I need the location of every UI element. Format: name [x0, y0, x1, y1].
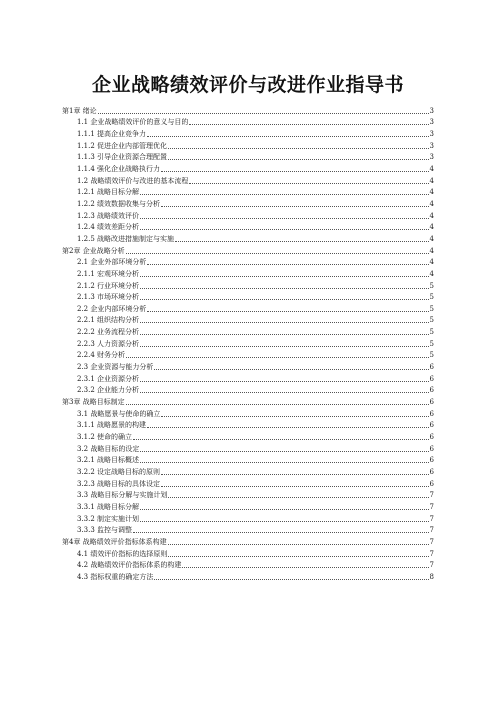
toc-entry[interactable]	[62, 244, 434, 256]
toc-dot-leader	[175, 241, 428, 242]
toc-entry-label: 2.2.2 业务流程分析	[77, 328, 140, 337]
toc-dot-leader	[161, 171, 428, 172]
toc-entry-label: 3.3.3 监控与调整	[77, 526, 133, 535]
toc-entry-label: 2.2 企业内部环境分析	[77, 304, 147, 313]
toc-dot-leader	[140, 299, 428, 300]
toc-entry-label: 2.3.1 企业资源分析	[77, 374, 140, 383]
toc-dot-leader	[140, 334, 428, 335]
toc-dot-leader	[126, 253, 429, 254]
toc-dot-leader	[126, 357, 428, 358]
toc-entry-page-number: 6	[429, 421, 434, 430]
toc-entry-label: 3.3 战略目标分解与实施计划	[77, 491, 168, 500]
toc-entry-label: 2.3.2 企业能力分析	[77, 386, 140, 395]
toc-entry-label: 2.3 企业资源与能力分析	[77, 363, 154, 372]
toc-entry[interactable]	[62, 559, 434, 571]
toc-entry-page-number: 7	[429, 491, 434, 500]
toc-entry-page-number: 3	[429, 153, 434, 162]
toc-entry-page-number: 6	[429, 386, 434, 395]
toc-entry-page-number: 5	[429, 339, 434, 348]
toc-entry[interactable]	[62, 279, 434, 291]
toc-dot-leader	[140, 451, 428, 452]
toc-dot-leader	[140, 509, 428, 510]
toc-entry[interactable]	[62, 162, 434, 174]
toc-entry[interactable]	[62, 349, 434, 361]
toc-entry[interactable]	[62, 209, 434, 221]
toc-entry[interactable]	[62, 302, 434, 314]
toc-entry[interactable]	[62, 512, 434, 524]
toc-dot-leader	[140, 218, 428, 219]
toc-entry-label: 4.3 指标权重的确定方法	[77, 572, 154, 581]
toc-entry[interactable]	[62, 570, 434, 582]
toc-entry-label: 4.1 绩效评价指标的选择原则	[77, 549, 168, 558]
toc-entry-page-number: 3	[429, 129, 434, 138]
toc-entry[interactable]	[62, 314, 434, 326]
toc-dot-leader	[140, 521, 428, 522]
toc-entry-label: 2.2.4 财务分析	[77, 351, 126, 360]
toc-entry-label: 2.1.2 行业环境分析	[77, 281, 140, 290]
toc-entry-page-number: 5	[429, 304, 434, 313]
toc-entry[interactable]	[62, 267, 434, 279]
toc-dot-leader	[168, 159, 428, 160]
toc-entry-label: 4.2 战略绩效评价指标体系的构建	[77, 561, 182, 570]
toc-dot-leader	[168, 544, 429, 545]
toc-entry-page-number: 7	[429, 502, 434, 511]
toc-dot-leader	[182, 567, 428, 568]
toc-dot-leader	[147, 136, 428, 137]
toc-entry[interactable]	[62, 500, 434, 512]
toc-entry-page-number: 5	[429, 316, 434, 325]
toc-entry-label: 3.1.2 使命的确立	[77, 433, 133, 442]
toc-entry[interactable]	[62, 524, 434, 536]
toc-entry[interactable]	[62, 221, 434, 233]
toc-entry-label: 1.1.3 引导企业资源合理配置	[77, 153, 168, 162]
toc-entry-label: 1.2 战略绩效评价与改进的基本流程	[77, 176, 189, 185]
toc-entry-label: 1.2.4 绩效差距分析	[77, 223, 140, 232]
toc-entry-page-number: 3	[429, 106, 434, 115]
toc-entry[interactable]	[62, 535, 434, 547]
toc-entry[interactable]	[62, 151, 434, 163]
toc-dot-leader	[189, 183, 428, 184]
toc-entry[interactable]	[62, 465, 434, 477]
toc-entry-label: 3.3.2 制定实施计划	[77, 514, 140, 523]
toc-dot-leader	[98, 113, 429, 114]
toc-entry-page-number: 6	[429, 363, 434, 372]
toc-entry-label: 3.3.1 战略目标分解	[77, 502, 140, 511]
toc-entry[interactable]	[62, 442, 434, 454]
toc-entry-label: 第3章 战略目标制定	[62, 398, 125, 407]
toc-entry-label: 3.2 战略目标的设定	[77, 444, 140, 453]
toc-entry[interactable]	[62, 384, 434, 396]
toc-dot-leader	[147, 264, 428, 265]
toc-entry[interactable]	[62, 127, 434, 139]
toc-entry-label: 2.2.3 人力资源分析	[77, 339, 140, 348]
toc-entry-label: 1.2.5 战略改进措施制定与实施	[77, 234, 175, 243]
toc-dot-leader	[161, 416, 428, 417]
toc-entry-page-number: 4	[429, 246, 434, 255]
toc-entry-page-number: 4	[429, 269, 434, 278]
table-of-contents	[62, 104, 434, 582]
toc-entry-page-number: 7	[429, 526, 434, 535]
toc-entry-label: 1.1.1 提高企业竞争力	[77, 129, 147, 138]
toc-entry-page-number: 6	[429, 456, 434, 465]
toc-entry-page-number: 4	[429, 258, 434, 267]
toc-entry-page-number: 6	[429, 433, 434, 442]
toc-entry-page-number: 6	[429, 409, 434, 418]
toc-entry-page-number: 4	[429, 176, 434, 185]
toc-dot-leader	[154, 579, 428, 580]
toc-dot-leader	[133, 532, 428, 533]
toc-entry[interactable]	[62, 454, 434, 466]
toc-entry[interactable]	[62, 407, 434, 419]
toc-entry-page-number: 5	[429, 293, 434, 302]
toc-entry-page-number: 8	[429, 572, 434, 581]
toc-entry-page-number: 4	[429, 199, 434, 208]
toc-entry[interactable]	[62, 116, 434, 128]
toc-entry[interactable]	[62, 197, 434, 209]
toc-entry-page-number: 5	[429, 351, 434, 360]
toc-dot-leader	[161, 206, 428, 207]
toc-entry-page-number: 4	[429, 188, 434, 197]
toc-dot-leader	[140, 229, 428, 230]
toc-entry[interactable]	[62, 547, 434, 559]
toc-dot-leader	[161, 486, 428, 487]
toc-dot-leader	[168, 556, 428, 557]
toc-dot-leader	[140, 276, 428, 277]
toc-entry[interactable]	[62, 477, 434, 489]
toc-entry[interactable]	[62, 232, 434, 244]
toc-entry[interactable]	[62, 256, 434, 268]
toc-entry-page-number: 7	[429, 537, 434, 546]
toc-entry[interactable]	[62, 104, 434, 116]
toc-entry-label: 1.2.3 战略绩效评价	[77, 211, 140, 220]
toc-entry-page-number: 3	[429, 141, 434, 150]
toc-entry-label: 2.2.1 组织结构分析	[77, 316, 140, 325]
toc-entry-page-number: 6	[429, 468, 434, 476]
toc-entry-label: 2.1.3 市场环境分析	[77, 293, 140, 302]
toc-entry[interactable]	[62, 395, 434, 407]
toc-dot-leader	[140, 381, 428, 382]
toc-entry[interactable]	[62, 291, 434, 303]
toc-dot-leader	[147, 311, 428, 312]
toc-dot-leader	[189, 124, 428, 125]
toc-entry-page-number: 4	[429, 223, 434, 232]
toc-dot-leader	[140, 194, 428, 195]
toc-dot-leader	[140, 346, 428, 347]
toc-entry-page-number: 4	[429, 164, 434, 173]
toc-entry-page-number: 4	[429, 234, 434, 243]
toc-entry[interactable]	[62, 139, 434, 151]
toc-dot-leader	[140, 322, 428, 323]
toc-entry-label: 3.1 战略愿景与使命的确立	[77, 409, 161, 418]
toc-entry-page-number: 6	[429, 479, 434, 488]
toc-dot-leader	[140, 392, 428, 393]
toc-entry-page-number: 7	[429, 514, 434, 523]
toc-entry[interactable]	[62, 337, 434, 349]
toc-entry-label: 1.2.2 绩效数据收集与分析	[77, 199, 161, 208]
toc-entry[interactable]	[62, 372, 434, 384]
toc-entry-label: 第2章 企业战略分析	[62, 246, 125, 255]
toc-dot-leader	[133, 439, 428, 440]
toc-dot-leader	[140, 288, 428, 289]
toc-entry-page-number: 4	[429, 211, 434, 220]
toc-dot-leader	[168, 148, 428, 149]
toc-entry-label: 2.1.1 宏观环境分析	[77, 269, 140, 278]
toc-entry[interactable]	[62, 419, 434, 431]
toc-entry-label: 3.2.3 战略目标的具体设定	[77, 479, 161, 488]
toc-entry-page-number: 7	[429, 549, 434, 558]
toc-entry[interactable]	[62, 174, 434, 186]
toc-entry-page-number: 6	[429, 398, 434, 407]
toc-dot-leader	[154, 369, 428, 370]
toc-entry-label: 第4章 战略绩效评价指标体系构建	[62, 537, 167, 546]
toc-dot-leader	[161, 474, 428, 475]
toc-entry-page-number: 3	[429, 118, 434, 127]
toc-dot-leader	[147, 427, 428, 428]
toc-entry-label: 3.1.1 战略愿景的构建	[77, 421, 147, 430]
toc-entry-page-number: 7	[429, 561, 434, 570]
toc-entry-label: 1.1.2 促进企业内部管理优化	[77, 141, 168, 150]
toc-entry[interactable]	[62, 186, 434, 198]
toc-entry-label: 第1章 绪论	[62, 106, 97, 115]
toc-entry-page-number: 5	[429, 328, 434, 337]
toc-entry-label: 2.1 企业外部环境分析	[77, 258, 147, 267]
toc-entry[interactable]	[62, 430, 434, 442]
toc-entry[interactable]	[62, 489, 434, 501]
toc-entry-page-number: 6	[429, 444, 434, 453]
toc-entry-label: 1.1 企业战略绩效评价的意义与目的	[77, 118, 189, 127]
toc-dot-leader	[168, 497, 428, 498]
toc-entry[interactable]	[62, 325, 434, 337]
toc-dot-leader	[140, 462, 428, 463]
toc-entry-label: 1.1.4 强化企业战略执行力	[77, 164, 161, 173]
toc-entry-page-number: 6	[429, 374, 434, 383]
toc-entry-label: 1.2.1 战略目标分解	[77, 188, 140, 197]
toc-dot-leader	[126, 404, 429, 405]
toc-entry-label: 3.2.1 战略目标概述	[77, 456, 140, 465]
toc-entry-page-number: 5	[429, 281, 434, 290]
document-title: 企业战略绩效评价与改进作业指导书	[91, 74, 404, 96]
toc-entry-label: 3.2.2 设定战略目标的原则	[77, 468, 161, 476]
toc-entry[interactable]	[62, 360, 434, 372]
